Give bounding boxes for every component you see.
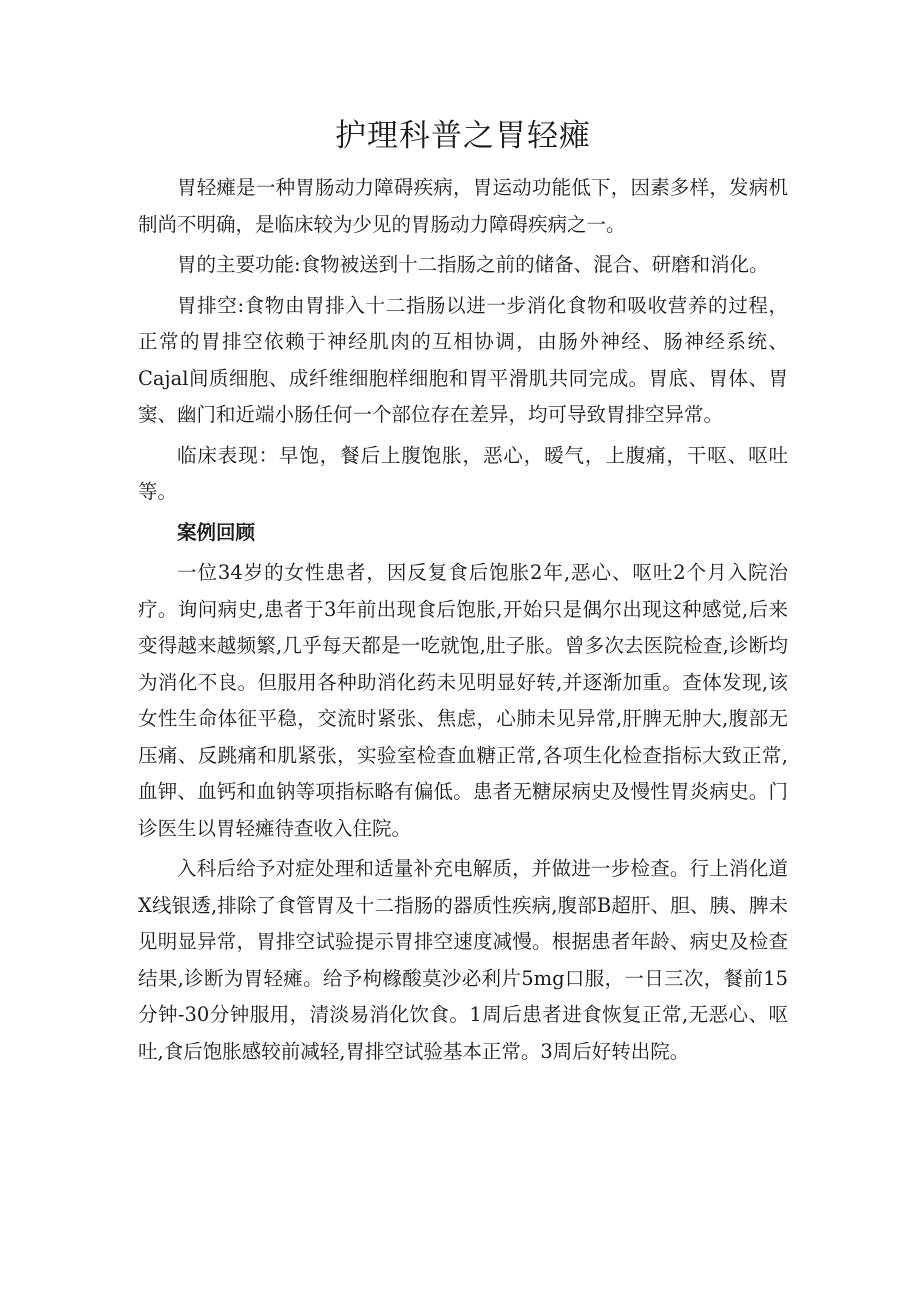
case-paragraph-treatment: 入科后给予对症处理和适量补充电解质，并做进一步检查。行上消化道X线银透,排除了食管胃及十二指肠的器质性疾病,腹部B超肝、胆、胰、脾未见明显异常，胃排空试验提示胃排空速度减慢。根据患者年龄、病史及检查结果,诊断为胃轻瘫。给予枸橼酸莫沙必利片5mg口服，一日三次，餐前15分钟-30分钟服用，清淡易消化饮食。1周后患者进食恢复正常,无恶心、呕吐,食后饱胀感较前减轻,胃排空试验基本正常。3周后好转出院。 — [138, 857, 788, 1063]
intro-paragraph-gastric-emptying: 胃排空:食物由胃排入十二指肠以进一步消化食物和吸收营养的过程，正常的胃排空依赖于神经肌肉的互相协调，由肠外神经、肠神经系统、Cajal间质细胞、成纤维细胞样细胞和胃平滑肌共同完成。胃底、胃体、胃窦、幽门和近端小肠任何一个部位存在差异，均可导致胃排空异常。 — [138, 293, 788, 426]
case-paragraph-history: 一位34岁的女性患者，因反复食后饱胀2年,恶心、呕吐2个月入院治疗。询问病史,患者于3年前出现食后饱胀,开始只是偶尔出现这种感觉,后来变得越来越频繁,几乎每天都是一吃就饱,肚子胀。曾多次去医院检查,诊断均为消化不良。但服用各种助消化药未见明显好转,并逐渐加重。查体发现,该女性生命体征平稳，交流时紧张、焦虑，心肺未见异常,肝脾无肿大,腹部无压痛、反跳痛和肌紧张，实验室检查血糖正常,各项生化检查指标大致正常,血钾、血钙和血钠等项指标略有偏低。患者无糖尿病史及慢性胃炎病史。门诊医生以胃轻瘫待查收入住院。 — [138, 561, 788, 840]
intro-paragraph-clinical-symptoms: 临床表现：早饱，餐后上腹饱胀，恶心，暧气，上腹痛，干呕、呕吐等。 — [138, 443, 788, 503]
intro-paragraph-definition: 胃轻瘫是一种胃肠动力障碍疾病，胃运动功能低下，因素多样，发病机制尚不明确，是临床较为少见的胃肠动力障碍疾病之一。 — [138, 176, 788, 236]
intro-paragraph-stomach-function: 胃的主要功能:食物被送到十二指肠之前的储备、混合、研磨和消化。 — [177, 253, 769, 276]
case-review-heading: 案例回顾 — [177, 520, 256, 544]
document-title: 护理科普之胃轻瘫 — [335, 118, 591, 154]
document-page — [138, 112, 788, 1074]
